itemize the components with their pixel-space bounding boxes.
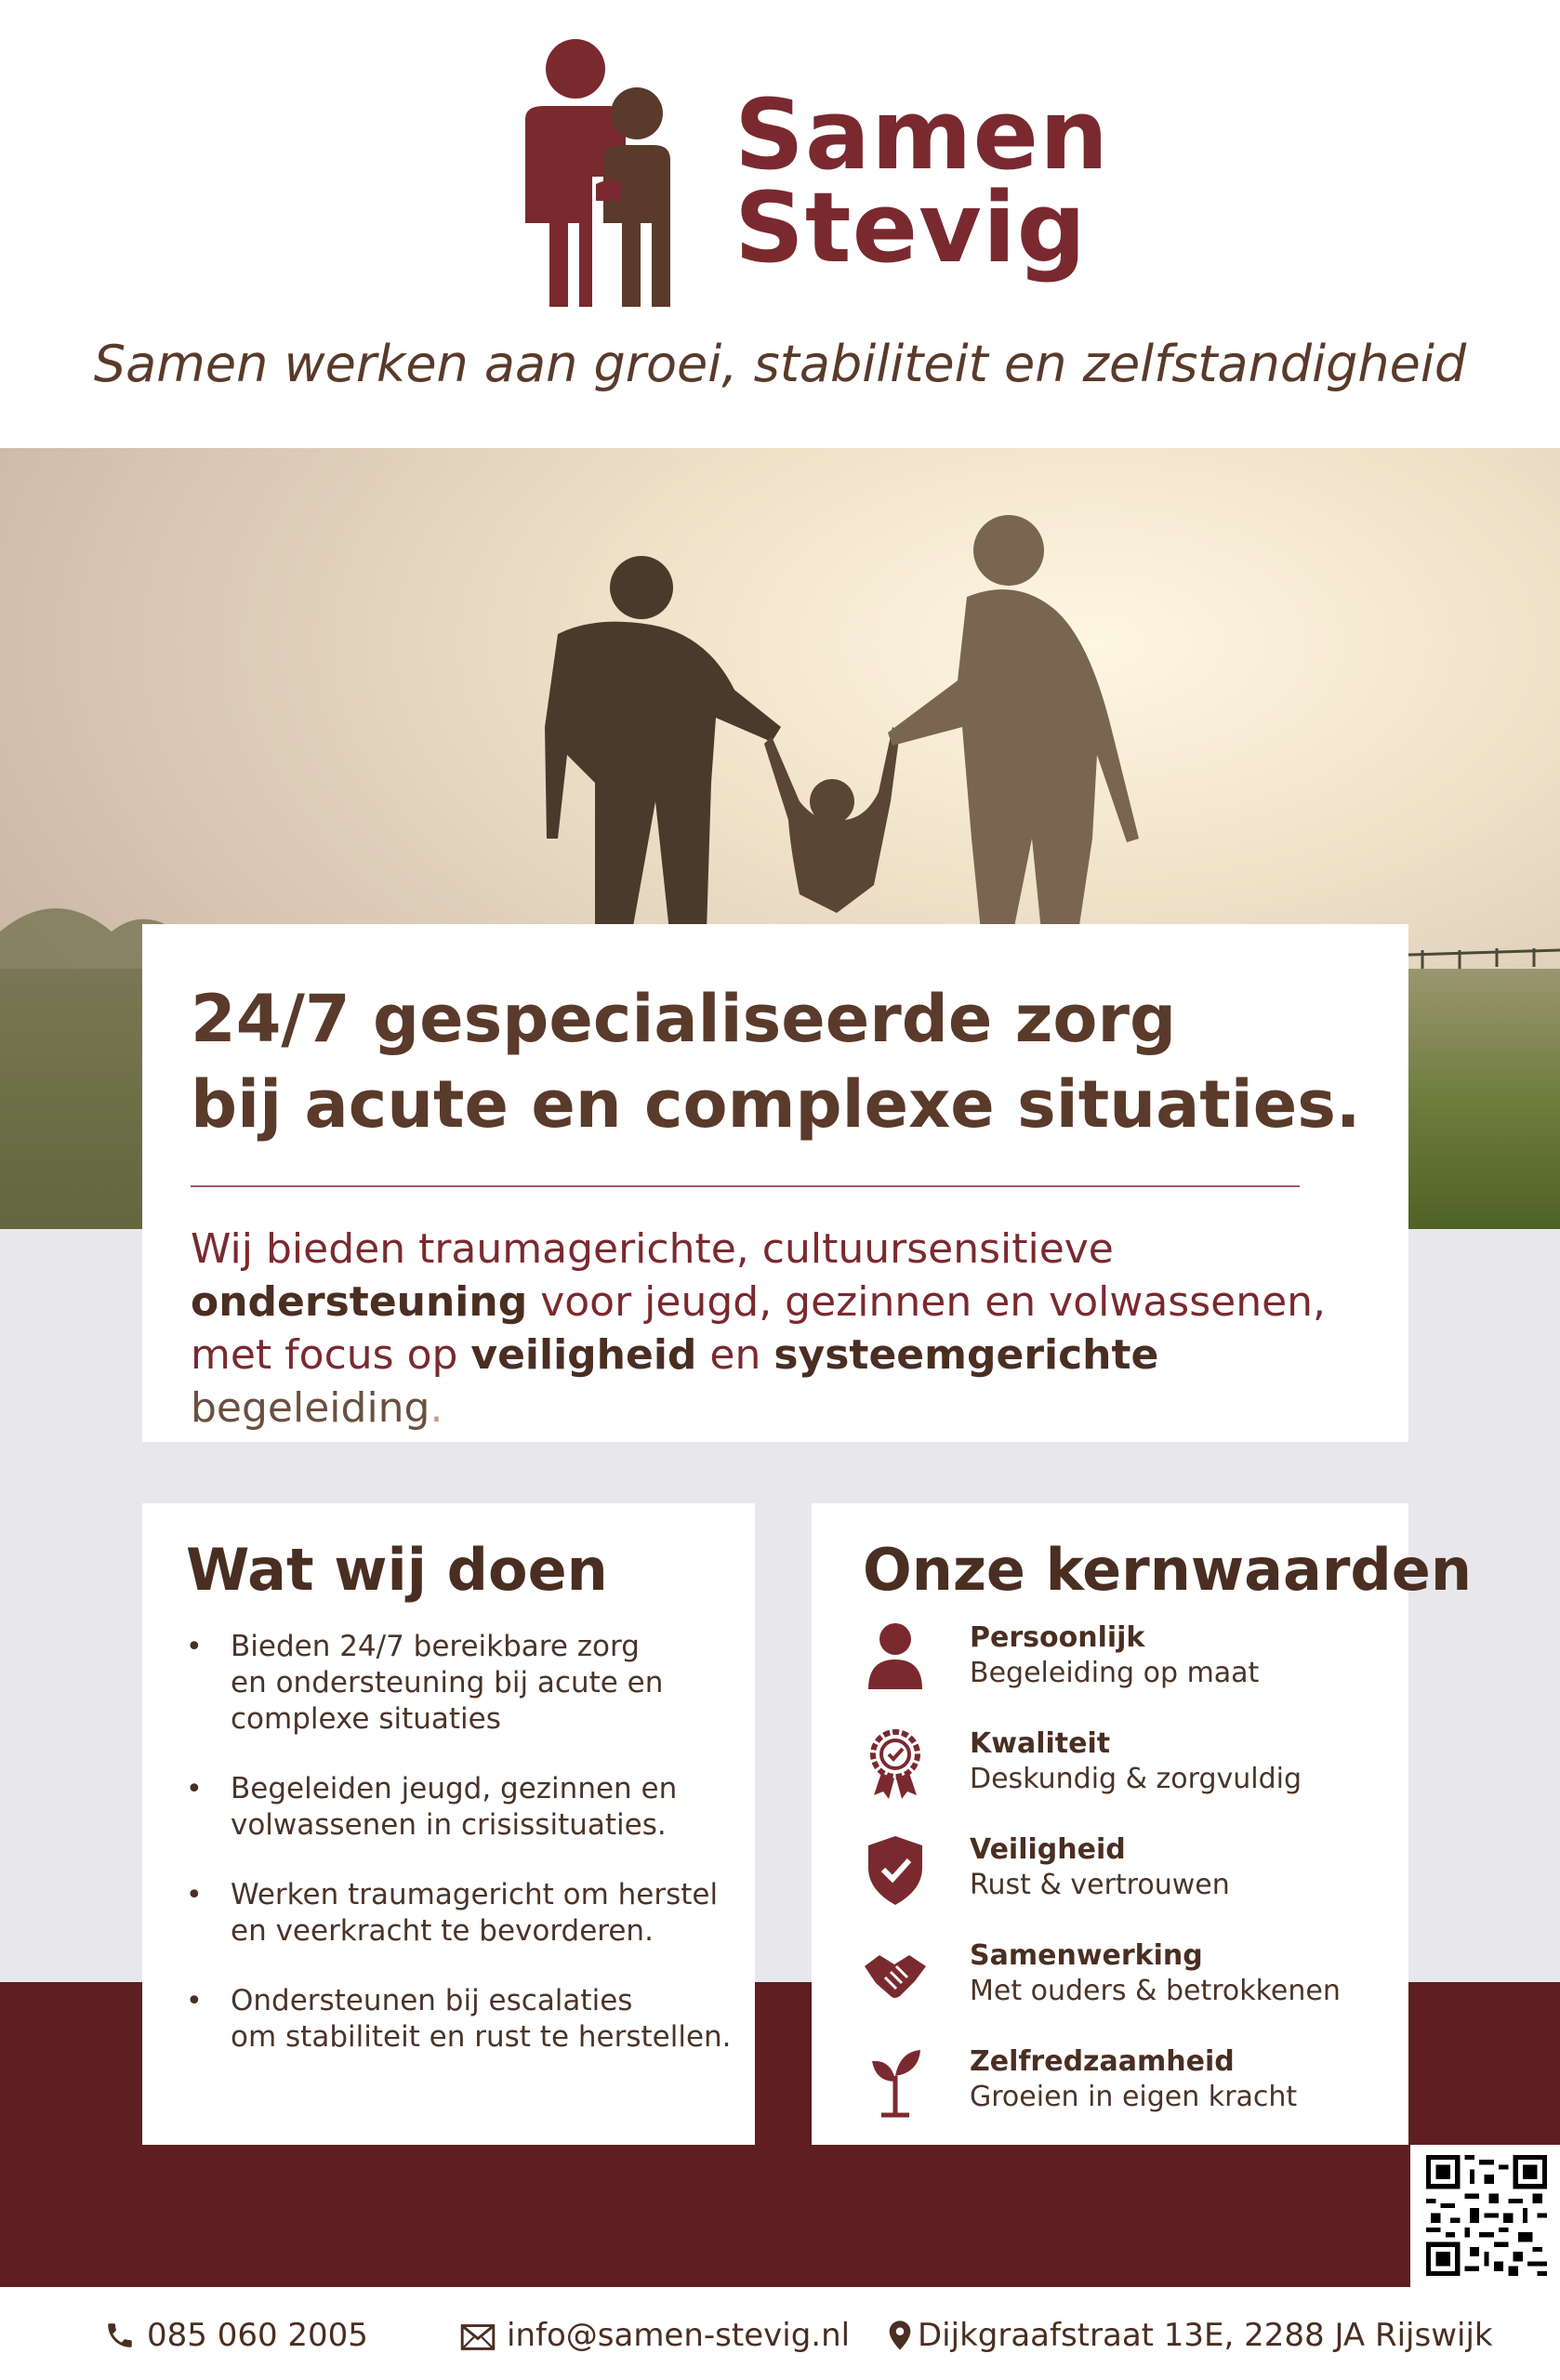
footer-phone[interactable] [104,2315,368,2356]
list-item-line: om stabiliteit en rust te herstellen. [231,2020,732,2054]
intro-line-3-a: met focus op [191,1331,471,1379]
intro-line-3 [191,1329,1362,1435]
value-samenwerking [863,1938,1383,2031]
intro-line-2-rest: voor jeugd, gezinnen en volwassenen, [527,1278,1327,1326]
intro-emph-veiligheid: veiligheid [470,1331,697,1379]
value-subtitle: Begeleiding op maat [970,1657,1260,1689]
parent-child-icon [507,37,683,309]
qr-code-icon [1426,2155,1547,2276]
intro-emph-systeemgerichte: systeemgerichte [773,1331,1159,1379]
value-subtitle: Rust & vertrouwen [970,1869,1230,1901]
list-item-line: complexe situaties [231,1702,501,1736]
intro-line-2 [191,1276,1362,1329]
list-item-line: en veerkracht te bevorderen. [231,1914,654,1948]
brand-line-1: Samen [734,78,1110,192]
value-zelfredzaamheid [863,2044,1383,2137]
brand-name [734,78,1110,284]
intro-line-3-e: begeleiding [191,1384,430,1432]
list-item-line: • Werken traumagericht om herstel [231,1878,719,1911]
intro-line-3-c: en [696,1331,774,1379]
list-item [186,1629,734,1738]
headline-line-1: 24/7 gespecialiseerde zorg [191,981,1177,1057]
list-item-line: • Begeleiden jeugd, gezinnen en [231,1772,678,1805]
email-address: info@samen-stevig.nl [507,2317,851,2354]
address-text: Dijkgraafstraat 13E, 2288 JA Rijswijk [918,2317,1493,2354]
sprout-icon [863,2044,928,2119]
person-icon [863,1620,928,1695]
footer-address[interactable] [888,2315,1493,2356]
list-item [186,1877,734,1950]
shield-check-icon [863,1832,928,1907]
intro-line-1: Wij bieden traumagerichte, cultuursensitieve [191,1225,1114,1273]
value-kwaliteit [863,1726,1383,1819]
core-values-title: Onze kernwaarden [863,1536,1472,1604]
value-title: Kwaliteit [970,1727,1111,1760]
footer-email[interactable] [460,2315,850,2356]
phone-number: 085 060 2005 [147,2317,368,2354]
list-item-line: en ondersteuning bij acute en [231,1666,664,1699]
value-veiligheid [863,1832,1383,1925]
handshake-icon [863,1938,928,2013]
award-badge-icon [863,1726,928,1801]
value-title: Zelfredzaamheid [970,2045,1235,2078]
intro-emph-ondersteuning: ondersteuning [191,1278,528,1326]
value-title: Persoonlijk [970,1621,1145,1654]
value-persoonlijk [863,1620,1383,1713]
what-we-do-title: Wat wij doen [186,1536,608,1604]
phone-icon [104,2320,136,2351]
headline-line-2: bij acute en complexe situaties. [191,1066,1361,1143]
value-title: Veiligheid [970,1833,1126,1866]
list-item-line: • Ondersteunen bij escalaties [231,1984,633,2017]
list-item-line: • Bieden 24/7 bereikbare zorg [231,1630,640,1663]
headline [191,976,1361,1147]
what-we-do-list [186,1629,734,2089]
tagline: Samen werken aan groei, stabiliteit en zelfstandigheid [93,335,1467,393]
value-subtitle: Groeien in eigen kracht [970,2081,1298,2113]
brand-line-2: Stevig [734,171,1088,284]
list-item [186,1983,734,2056]
value-subtitle: Met ouders & betrokkenen [970,1975,1341,2007]
value-title: Samenwerking [970,1939,1203,1972]
list-item-line: volwassenen in crisissituaties. [231,1808,667,1842]
mail-icon [460,2323,496,2351]
divider [191,1185,1300,1187]
intro-text [191,1223,1362,1435]
value-subtitle: Deskundig & zorgvuldig [970,1763,1302,1795]
location-pin-icon [888,2320,912,2351]
intro-period: . [430,1384,443,1432]
list-item [186,1771,734,1844]
